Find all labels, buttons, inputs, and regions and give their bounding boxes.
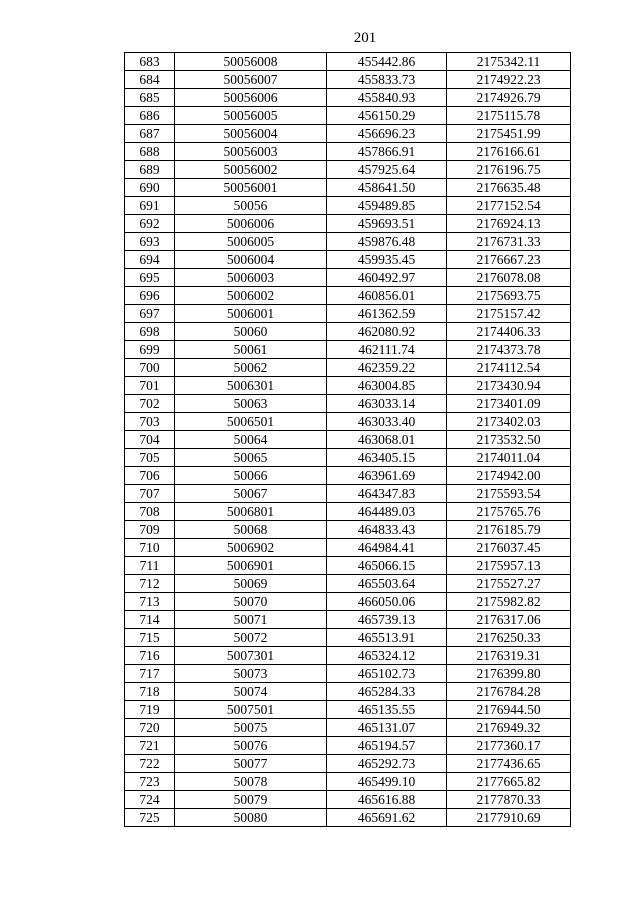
- x-coordinate-cell: 456696.23: [327, 125, 447, 143]
- row-number-cell: 709: [125, 521, 175, 539]
- point-id-cell: 5006301: [175, 377, 327, 395]
- x-coordinate-cell: 462080.92: [327, 323, 447, 341]
- point-id-cell: 5006003: [175, 269, 327, 287]
- table-row: [125, 755, 571, 773]
- row-number-cell: 710: [125, 539, 175, 557]
- table-row: [125, 647, 571, 665]
- table-row: [125, 557, 571, 575]
- table-row: [125, 521, 571, 539]
- point-id-cell: 50075: [175, 719, 327, 737]
- row-number-cell: 718: [125, 683, 175, 701]
- table-row: [125, 773, 571, 791]
- point-id-cell: 50067: [175, 485, 327, 503]
- row-number-cell: 721: [125, 737, 175, 755]
- row-number-cell: 711: [125, 557, 175, 575]
- y-coordinate-cell: 2176196.75: [447, 161, 571, 179]
- y-coordinate-cell: 2176078.08: [447, 269, 571, 287]
- x-coordinate-cell: 465324.12: [327, 647, 447, 665]
- point-id-cell: 50064: [175, 431, 327, 449]
- x-coordinate-cell: 465739.13: [327, 611, 447, 629]
- row-number-cell: 703: [125, 413, 175, 431]
- row-number-cell: 701: [125, 377, 175, 395]
- y-coordinate-cell: 2174942.00: [447, 467, 571, 485]
- y-coordinate-cell: 2176319.31: [447, 647, 571, 665]
- x-coordinate-cell: 463033.14: [327, 395, 447, 413]
- row-number-cell: 689: [125, 161, 175, 179]
- x-coordinate-cell: 465194.57: [327, 737, 447, 755]
- point-id-cell: 50063: [175, 395, 327, 413]
- row-number-cell: 700: [125, 359, 175, 377]
- y-coordinate-cell: 2175451.99: [447, 125, 571, 143]
- y-coordinate-cell: 2173401.09: [447, 395, 571, 413]
- point-id-cell: 50074: [175, 683, 327, 701]
- row-number-cell: 706: [125, 467, 175, 485]
- point-id-cell: 50056006: [175, 89, 327, 107]
- table-row: [125, 737, 571, 755]
- point-id-cell: 5006902: [175, 539, 327, 557]
- table-row: [125, 53, 571, 71]
- x-coordinate-cell: 465499.10: [327, 773, 447, 791]
- table-row: [125, 791, 571, 809]
- row-number-cell: 722: [125, 755, 175, 773]
- table-row: [125, 161, 571, 179]
- point-id-cell: 50071: [175, 611, 327, 629]
- point-id-cell: 5006501: [175, 413, 327, 431]
- y-coordinate-cell: 2177152.54: [447, 197, 571, 215]
- y-coordinate-cell: 2175982.82: [447, 593, 571, 611]
- row-number-cell: 714: [125, 611, 175, 629]
- y-coordinate-cell: 2177665.82: [447, 773, 571, 791]
- point-id-cell: 5006801: [175, 503, 327, 521]
- y-coordinate-cell: 2176784.28: [447, 683, 571, 701]
- x-coordinate-cell: 460856.01: [327, 287, 447, 305]
- point-id-cell: 5007301: [175, 647, 327, 665]
- x-coordinate-cell: 465513.91: [327, 629, 447, 647]
- y-coordinate-cell: 2173532.50: [447, 431, 571, 449]
- y-coordinate-cell: 2176037.45: [447, 539, 571, 557]
- coordinates-table-body: [125, 53, 571, 827]
- row-number-cell: 725: [125, 809, 175, 827]
- row-number-cell: 691: [125, 197, 175, 215]
- x-coordinate-cell: 465503.64: [327, 575, 447, 593]
- y-coordinate-cell: 2176185.79: [447, 521, 571, 539]
- point-id-cell: 5006901: [175, 557, 327, 575]
- table-row: [125, 701, 571, 719]
- y-coordinate-cell: 2175342.11: [447, 53, 571, 71]
- x-coordinate-cell: 457866.91: [327, 143, 447, 161]
- table-row: [125, 197, 571, 215]
- table-row: [125, 269, 571, 287]
- y-coordinate-cell: 2174926.79: [447, 89, 571, 107]
- point-id-cell: 50079: [175, 791, 327, 809]
- table-row: [125, 305, 571, 323]
- y-coordinate-cell: 2176250.33: [447, 629, 571, 647]
- x-coordinate-cell: 455442.86: [327, 53, 447, 71]
- table-row: [125, 143, 571, 161]
- x-coordinate-cell: 464489.03: [327, 503, 447, 521]
- row-number-cell: 724: [125, 791, 175, 809]
- y-coordinate-cell: 2176944.50: [447, 701, 571, 719]
- row-number-cell: 702: [125, 395, 175, 413]
- row-number-cell: 708: [125, 503, 175, 521]
- y-coordinate-cell: 2174922.23: [447, 71, 571, 89]
- y-coordinate-cell: 2175157.42: [447, 305, 571, 323]
- x-coordinate-cell: 465135.55: [327, 701, 447, 719]
- point-id-cell: 50068: [175, 521, 327, 539]
- x-coordinate-cell: 464984.41: [327, 539, 447, 557]
- table-row: [125, 179, 571, 197]
- x-coordinate-cell: 462359.22: [327, 359, 447, 377]
- row-number-cell: 704: [125, 431, 175, 449]
- point-id-cell: 50077: [175, 755, 327, 773]
- row-number-cell: 687: [125, 125, 175, 143]
- table-row: [125, 629, 571, 647]
- x-coordinate-cell: 465284.33: [327, 683, 447, 701]
- point-id-cell: 50056002: [175, 161, 327, 179]
- y-coordinate-cell: 2176166.61: [447, 143, 571, 161]
- x-coordinate-cell: 457925.64: [327, 161, 447, 179]
- row-number-cell: 690: [125, 179, 175, 197]
- y-coordinate-cell: 2177910.69: [447, 809, 571, 827]
- x-coordinate-cell: 455833.73: [327, 71, 447, 89]
- x-coordinate-cell: 459489.85: [327, 197, 447, 215]
- table-row: [125, 467, 571, 485]
- table-row: [125, 251, 571, 269]
- y-coordinate-cell: 2173402.03: [447, 413, 571, 431]
- table-row: [125, 593, 571, 611]
- point-id-cell: 50066: [175, 467, 327, 485]
- y-coordinate-cell: 2174011.04: [447, 449, 571, 467]
- table-row: [125, 215, 571, 233]
- point-id-cell: 5006001: [175, 305, 327, 323]
- y-coordinate-cell: 2177870.33: [447, 791, 571, 809]
- table-row: [125, 413, 571, 431]
- y-coordinate-cell: 2175693.75: [447, 287, 571, 305]
- point-id-cell: 50076: [175, 737, 327, 755]
- point-id-cell: 50078: [175, 773, 327, 791]
- x-coordinate-cell: 456150.29: [327, 107, 447, 125]
- y-coordinate-cell: 2176399.80: [447, 665, 571, 683]
- row-number-cell: 712: [125, 575, 175, 593]
- row-number-cell: 696: [125, 287, 175, 305]
- table-row: [125, 503, 571, 521]
- row-number-cell: 699: [125, 341, 175, 359]
- page-number: 201: [353, 30, 377, 46]
- y-coordinate-cell: 2176924.13: [447, 215, 571, 233]
- point-id-cell: 50069: [175, 575, 327, 593]
- table-row: [125, 449, 571, 467]
- x-coordinate-cell: 466050.06: [327, 593, 447, 611]
- row-number-cell: 716: [125, 647, 175, 665]
- x-coordinate-cell: 460492.97: [327, 269, 447, 287]
- point-id-cell: 5007501: [175, 701, 327, 719]
- point-id-cell: 50056005: [175, 107, 327, 125]
- row-number-cell: 715: [125, 629, 175, 647]
- y-coordinate-cell: 2175115.78: [447, 107, 571, 125]
- table-row: [125, 431, 571, 449]
- y-coordinate-cell: 2177436.65: [447, 755, 571, 773]
- x-coordinate-cell: 463004.85: [327, 377, 447, 395]
- point-id-cell: 50073: [175, 665, 327, 683]
- table-row: [125, 485, 571, 503]
- point-id-cell: 50062: [175, 359, 327, 377]
- row-number-cell: 683: [125, 53, 175, 71]
- table-row: [125, 539, 571, 557]
- table-row: [125, 719, 571, 737]
- table-row: [125, 683, 571, 701]
- row-number-cell: 695: [125, 269, 175, 287]
- x-coordinate-cell: 463068.01: [327, 431, 447, 449]
- row-number-cell: 688: [125, 143, 175, 161]
- row-number-cell: 684: [125, 71, 175, 89]
- row-number-cell: 693: [125, 233, 175, 251]
- point-id-cell: 5006002: [175, 287, 327, 305]
- row-number-cell: 705: [125, 449, 175, 467]
- point-id-cell: 50080: [175, 809, 327, 827]
- point-id-cell: 50056001: [175, 179, 327, 197]
- y-coordinate-cell: 2174406.33: [447, 323, 571, 341]
- x-coordinate-cell: 463961.69: [327, 467, 447, 485]
- x-coordinate-cell: 459693.51: [327, 215, 447, 233]
- x-coordinate-cell: 465102.73: [327, 665, 447, 683]
- table-row: [125, 575, 571, 593]
- point-id-cell: 5006005: [175, 233, 327, 251]
- point-id-cell: 50056003: [175, 143, 327, 161]
- table-row: [125, 377, 571, 395]
- row-number-cell: 707: [125, 485, 175, 503]
- row-number-cell: 697: [125, 305, 175, 323]
- row-number-cell: 685: [125, 89, 175, 107]
- table-row: [125, 71, 571, 89]
- y-coordinate-cell: 2174112.54: [447, 359, 571, 377]
- coordinates-table: [124, 52, 571, 827]
- point-id-cell: 5006006: [175, 215, 327, 233]
- row-number-cell: 692: [125, 215, 175, 233]
- x-coordinate-cell: 463405.15: [327, 449, 447, 467]
- table-row: [125, 359, 571, 377]
- table-row: [125, 233, 571, 251]
- table-row: [125, 809, 571, 827]
- table-row: [125, 125, 571, 143]
- point-id-cell: 50056008: [175, 53, 327, 71]
- row-number-cell: 717: [125, 665, 175, 683]
- x-coordinate-cell: 459935.45: [327, 251, 447, 269]
- point-id-cell: 50056: [175, 197, 327, 215]
- row-number-cell: 720: [125, 719, 175, 737]
- row-number-cell: 686: [125, 107, 175, 125]
- point-id-cell: 50060: [175, 323, 327, 341]
- table-row: [125, 323, 571, 341]
- table-row: [125, 665, 571, 683]
- y-coordinate-cell: 2176317.06: [447, 611, 571, 629]
- row-number-cell: 698: [125, 323, 175, 341]
- y-coordinate-cell: 2175765.76: [447, 503, 571, 521]
- x-coordinate-cell: 465066.15: [327, 557, 447, 575]
- row-number-cell: 713: [125, 593, 175, 611]
- table-row: [125, 611, 571, 629]
- table-row: [125, 287, 571, 305]
- x-coordinate-cell: 459876.48: [327, 233, 447, 251]
- x-coordinate-cell: 465131.07: [327, 719, 447, 737]
- x-coordinate-cell: 465691.62: [327, 809, 447, 827]
- table-row: [125, 107, 571, 125]
- y-coordinate-cell: 2176949.32: [447, 719, 571, 737]
- x-coordinate-cell: 464347.83: [327, 485, 447, 503]
- x-coordinate-cell: 463033.40: [327, 413, 447, 431]
- table-row: [125, 395, 571, 413]
- x-coordinate-cell: 455840.93: [327, 89, 447, 107]
- x-coordinate-cell: 461362.59: [327, 305, 447, 323]
- y-coordinate-cell: 2173430.94: [447, 377, 571, 395]
- x-coordinate-cell: 465292.73: [327, 755, 447, 773]
- x-coordinate-cell: 462111.74: [327, 341, 447, 359]
- row-number-cell: 719: [125, 701, 175, 719]
- point-id-cell: 50056007: [175, 71, 327, 89]
- y-coordinate-cell: 2176635.48: [447, 179, 571, 197]
- point-id-cell: 50056004: [175, 125, 327, 143]
- y-coordinate-cell: 2174373.78: [447, 341, 571, 359]
- point-id-cell: 50065: [175, 449, 327, 467]
- y-coordinate-cell: 2175527.27: [447, 575, 571, 593]
- table-row: [125, 89, 571, 107]
- y-coordinate-cell: 2176731.33: [447, 233, 571, 251]
- point-id-cell: 5006004: [175, 251, 327, 269]
- y-coordinate-cell: 2175593.54: [447, 485, 571, 503]
- y-coordinate-cell: 2175957.13: [447, 557, 571, 575]
- point-id-cell: 50061: [175, 341, 327, 359]
- row-number-cell: 694: [125, 251, 175, 269]
- point-id-cell: 50072: [175, 629, 327, 647]
- x-coordinate-cell: 464833.43: [327, 521, 447, 539]
- x-coordinate-cell: 458641.50: [327, 179, 447, 197]
- y-coordinate-cell: 2177360.17: [447, 737, 571, 755]
- point-id-cell: 50070: [175, 593, 327, 611]
- row-number-cell: 723: [125, 773, 175, 791]
- x-coordinate-cell: 465616.88: [327, 791, 447, 809]
- y-coordinate-cell: 2176667.23: [447, 251, 571, 269]
- table-row: [125, 341, 571, 359]
